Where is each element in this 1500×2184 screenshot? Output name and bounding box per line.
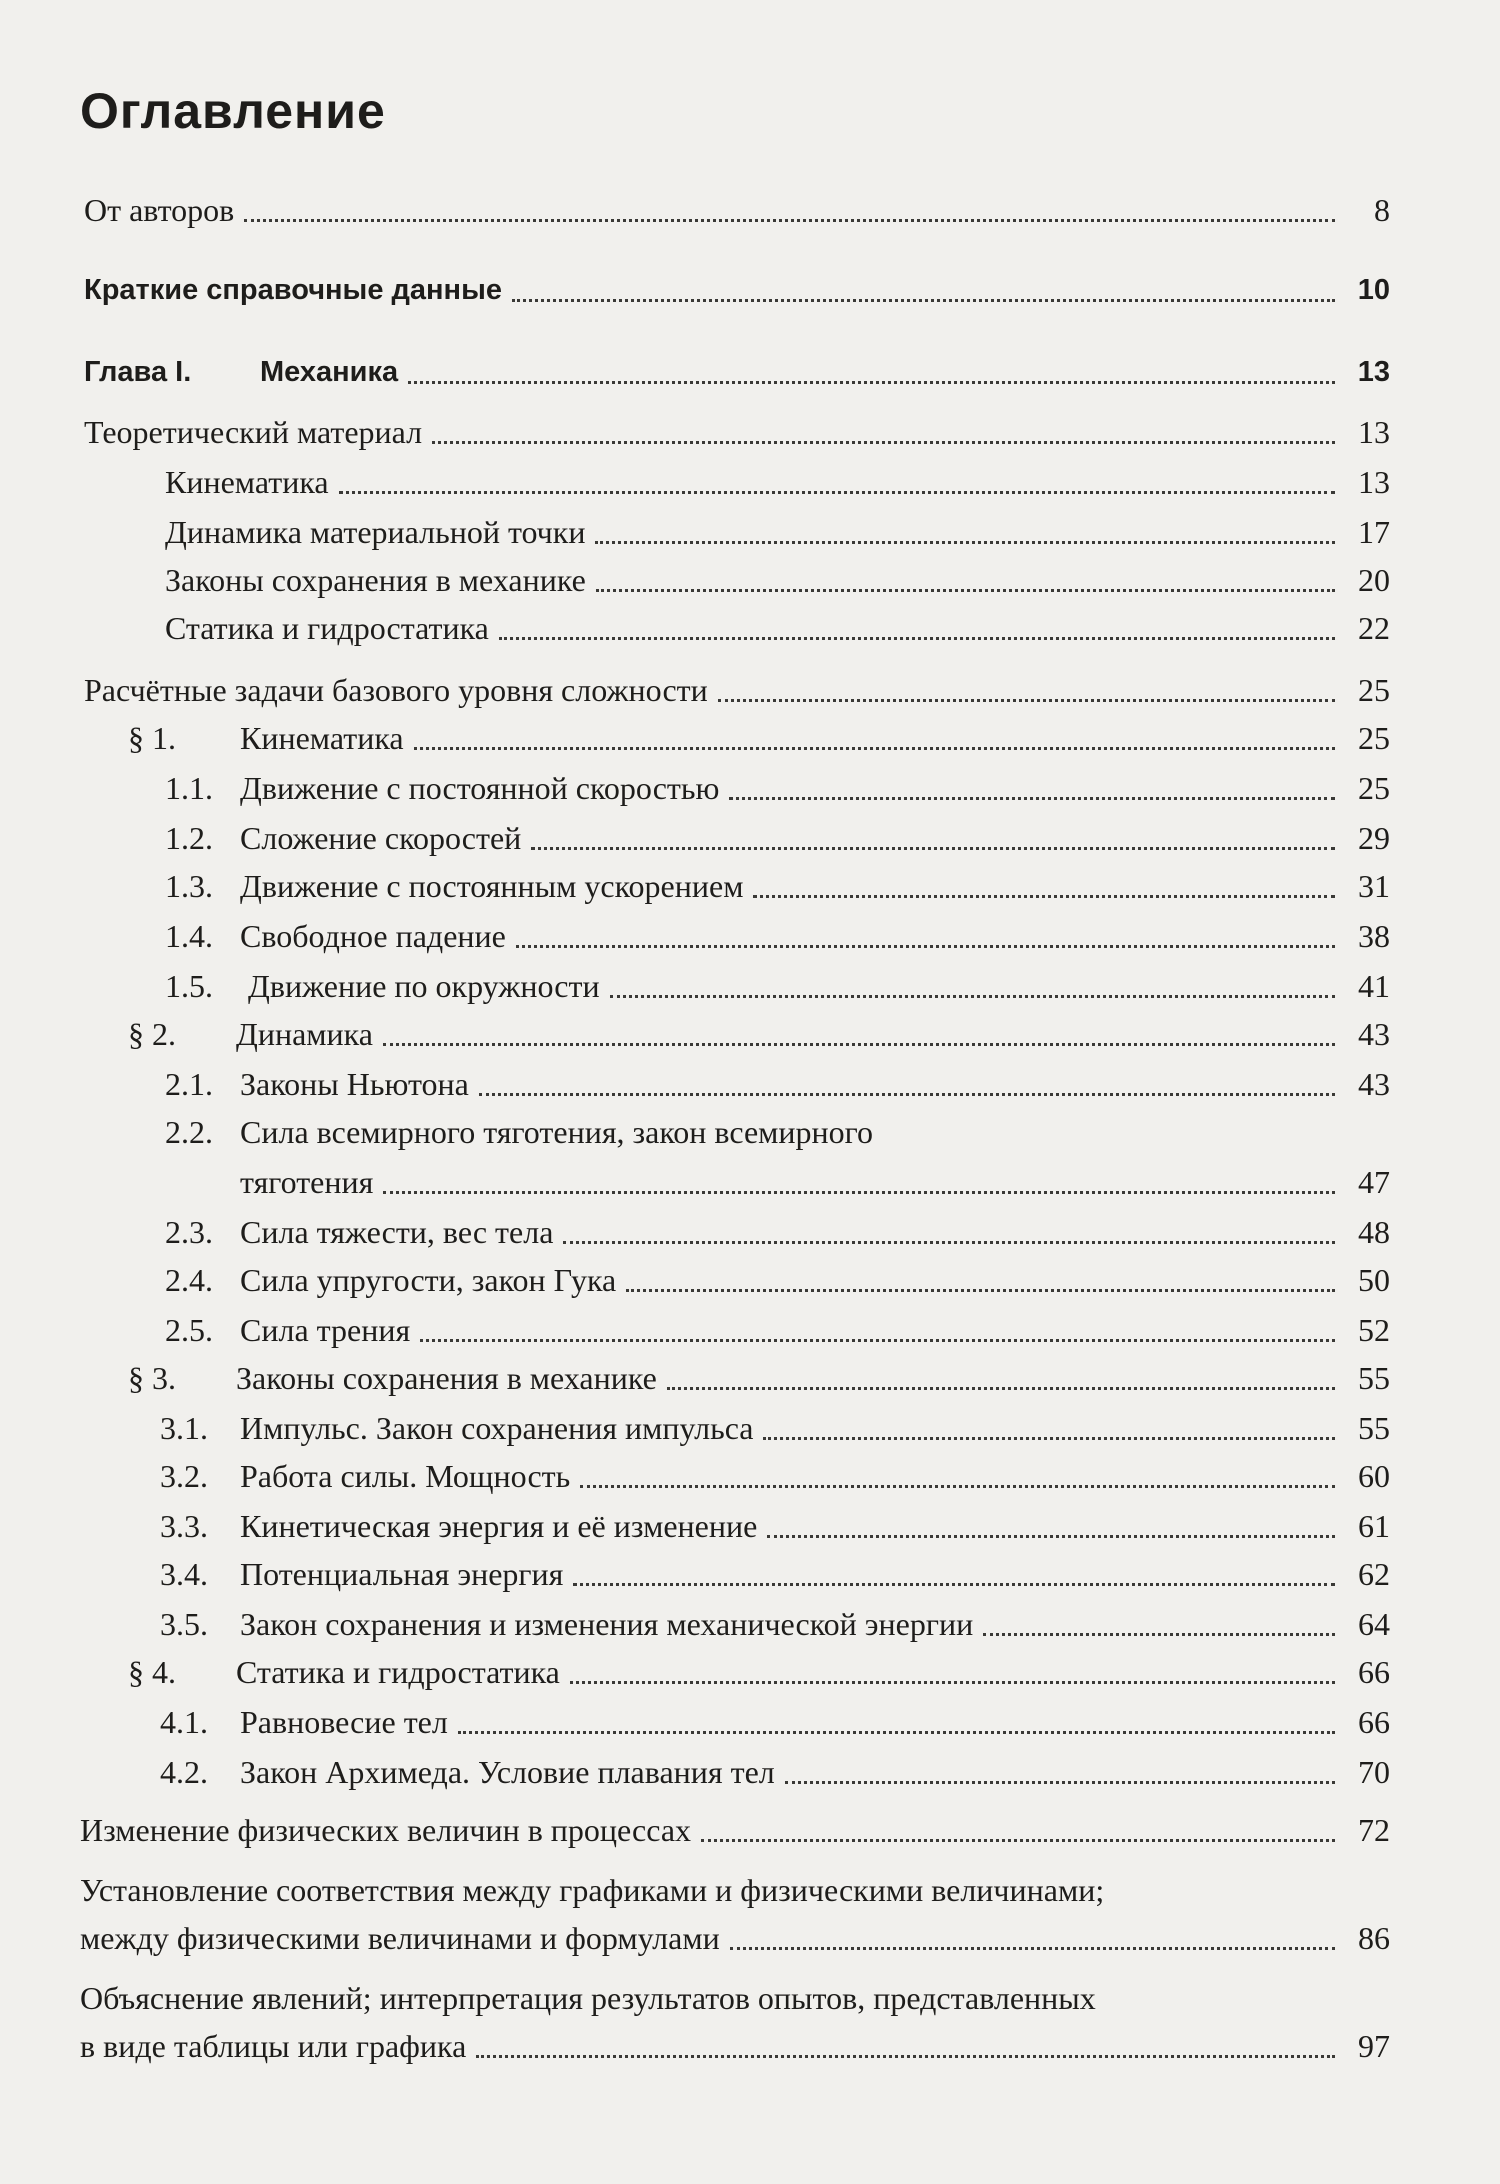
toc-entry[interactable] [0, 1808, 1500, 1852]
toc-entry[interactable] [0, 1110, 1500, 1204]
toc-entry-text [165, 1258, 617, 1302]
dot-leader [753, 854, 1335, 898]
dot-leader [339, 450, 1335, 494]
toc-entry[interactable] [0, 460, 1500, 504]
toc-entry-label: Кинематика [240, 720, 404, 756]
dot-leader [596, 548, 1335, 592]
toc-entry[interactable] [0, 1356, 1500, 1400]
toc-entry-page: 20 [1358, 562, 1390, 598]
toc-entry-label: Теоретический материал [84, 414, 423, 450]
toc-entry-number: 2.3. [165, 1214, 213, 1250]
toc-entry-number: 3.1. [160, 1410, 208, 1446]
toc-entry[interactable] [0, 1868, 1500, 1960]
dot-leader [667, 1346, 1335, 1390]
toc-entry[interactable] [0, 914, 1500, 958]
toc-entry-page: 13 [1357, 356, 1390, 388]
dot-leader [701, 1798, 1335, 1842]
dot-leader [595, 500, 1335, 544]
toc-entry-page: 48 [1358, 1214, 1390, 1250]
toc-entry-number: § 3. [128, 1360, 176, 1396]
toc-entry-text [160, 1700, 448, 1744]
toc-entry-page: 13 [1358, 464, 1390, 500]
toc-entry-label: Закон сохранения и изменения механической энергии [240, 1606, 974, 1642]
toc-entry-page: 52 [1358, 1312, 1390, 1348]
toc-entry-label: Законы Ньютона [240, 1066, 469, 1102]
toc-entry-page: 70 [1358, 1754, 1390, 1790]
toc-entry-text [165, 460, 329, 504]
toc-entry-page: 55 [1358, 1410, 1390, 1446]
toc-entry-text [165, 1308, 411, 1352]
toc-entry[interactable] [0, 1750, 1500, 1794]
toc-entry-page: 43 [1358, 1066, 1390, 1102]
dot-leader [479, 1052, 1335, 1096]
toc-entry-number: 3.4. [160, 1556, 208, 1592]
toc-entry-number: Глава I. [84, 356, 192, 388]
toc-entry[interactable] [0, 1552, 1500, 1596]
toc-entry-label: Расчётные задачи базового уровня сложности [84, 672, 708, 708]
toc-entry-page: 66 [1358, 1654, 1390, 1690]
toc-entry-text [165, 914, 506, 958]
dot-leader [432, 400, 1335, 444]
dot-leader [729, 756, 1335, 800]
toc-entry-text [84, 410, 422, 454]
toc-entry-page: 43 [1358, 1016, 1390, 1052]
toc-entry[interactable] [0, 1454, 1500, 1498]
toc-entry[interactable] [0, 1062, 1500, 1106]
dot-leader [408, 340, 1335, 384]
toc-entry-page: 25 [1358, 770, 1390, 806]
toc-entry-number: 1.2. [165, 820, 213, 856]
toc-entry-number: 3.2. [160, 1458, 208, 1494]
toc-entry-page: 25 [1358, 720, 1390, 756]
toc-entry-text [128, 1356, 657, 1400]
toc-entry-label: Сила тяжести, вес тела [240, 1214, 554, 1250]
dot-leader [244, 178, 1335, 222]
toc-entry-text [165, 510, 585, 554]
toc-entry-text [160, 1602, 974, 1646]
toc-entry-page: 10 [1357, 274, 1390, 306]
toc-entry-label: Механика [260, 356, 399, 388]
dot-leader [420, 1298, 1335, 1342]
toc-entry-label: Свободное падение [240, 918, 506, 954]
dot-leader [531, 806, 1335, 850]
dot-leader [414, 706, 1335, 750]
toc-entry-label-continued: тяготения [240, 1164, 374, 1200]
dot-leader [763, 1396, 1335, 1440]
toc-entry-number: 3.5. [160, 1606, 208, 1642]
toc-entry-page: 13 [1358, 414, 1390, 450]
toc-entry-page: 47 [1358, 1164, 1390, 1200]
toc-entry-text [165, 1062, 469, 1106]
toc-entry-label: Сила всемирного тяготения, закон всемирного [240, 1114, 873, 1150]
toc-entry-text [165, 1210, 554, 1254]
dot-leader [580, 1444, 1335, 1488]
toc-entry-label: Равновесие тел [240, 1704, 448, 1740]
dot-leader [626, 1248, 1335, 1292]
toc-entry[interactable] [0, 1650, 1500, 1694]
dot-leader [785, 1740, 1335, 1784]
toc-entry-page: 86 [1358, 1920, 1390, 1956]
toc-entry-text [128, 1650, 560, 1694]
dot-leader [570, 1640, 1335, 1684]
toc-entry-text [165, 766, 720, 810]
dot-leader [718, 658, 1335, 702]
toc-entry-text [84, 350, 399, 394]
toc-entry-page: 61 [1358, 1508, 1390, 1544]
toc-entry-label: Сила упругости, закон Гука [240, 1262, 617, 1298]
toc-entry-number: 2.2. [165, 1114, 213, 1150]
dot-leader [383, 1002, 1335, 1046]
toc-entry-page: 97 [1358, 2028, 1390, 2064]
toc-entry-page: 55 [1358, 1360, 1390, 1396]
toc-entry-number: § 2. [128, 1016, 176, 1052]
dot-leader [983, 1592, 1335, 1636]
toc-entry-label: Сложение скоростей [240, 820, 522, 856]
toc-entry-label: Законы сохранения в механике [236, 1360, 657, 1396]
toc-entry-label: Статика и гидростатика [165, 610, 489, 646]
toc-entry-label: Импульс. Закон сохранения импульса [240, 1410, 754, 1446]
toc-entry-text [160, 1552, 564, 1596]
toc-entry-label: От авторов [84, 192, 235, 228]
toc-entry-page: 72 [1358, 1812, 1390, 1848]
toc-entry-page: 25 [1358, 672, 1390, 708]
toc-entry[interactable] [0, 1976, 1500, 2068]
toc-entry-text [80, 1808, 691, 1852]
toc-entry[interactable] [0, 1700, 1500, 1744]
toc-entry-page: 50 [1358, 1262, 1390, 1298]
toc-entry-page: 31 [1358, 868, 1390, 904]
toc-entry-text [165, 606, 489, 650]
toc-entry-number: § 1. [128, 720, 176, 756]
toc-entry-number: § 4. [128, 1654, 176, 1690]
toc-entry-number: 1.4. [165, 918, 213, 954]
dot-leader [383, 1150, 1335, 1194]
dot-leader [573, 1542, 1335, 1586]
toc-entry-number: 2.4. [165, 1262, 213, 1298]
toc-entry-text [160, 1504, 758, 1548]
toc-entry-label: Движение с постоянной скоростью [240, 770, 720, 806]
dot-leader [767, 1494, 1335, 1538]
toc-entry-label: Изменение физических величин в процессах [80, 1812, 692, 1848]
toc-entry-text [165, 964, 600, 1008]
toc-entry-page: 22 [1358, 610, 1390, 646]
toc-entry[interactable] [0, 716, 1500, 760]
toc-entry-label: Потенциальная энергия [240, 1556, 564, 1592]
toc-entry[interactable] [0, 188, 1500, 232]
toc-entry-number: 1.1. [165, 770, 213, 806]
toc-entry-page: 41 [1358, 968, 1390, 1004]
toc-entry-page: 38 [1358, 918, 1390, 954]
toc-entry-number: 2.1. [165, 1066, 213, 1102]
toc-entry-number: 4.2. [160, 1754, 208, 1790]
toc-entry-page: 8 [1374, 192, 1390, 228]
toc-entry-text [165, 1110, 873, 1154]
dot-leader [610, 954, 1335, 998]
toc-entry-text [165, 816, 522, 860]
toc-entry-page: 29 [1358, 820, 1390, 856]
toc-entry-label-continued: в виде таблицы или графика [80, 2028, 467, 2064]
toc-entry-text [84, 268, 502, 312]
toc-entry-text [128, 1012, 373, 1056]
toc-entry-label: Движение с постоянным ускорением [240, 868, 744, 904]
toc-entry[interactable] [0, 766, 1500, 810]
dot-leader [476, 2014, 1335, 2058]
toc-entry[interactable] [0, 268, 1500, 312]
toc-entry-page: 62 [1358, 1556, 1390, 1592]
toc-entry-label: Законы сохранения в механике [165, 562, 586, 598]
dot-leader [499, 596, 1335, 640]
toc-entry-page: 64 [1358, 1606, 1390, 1642]
toc-entry-label: Закон Архимеда. Условие плавания тел [240, 1754, 775, 1790]
toc-entry-text [84, 188, 234, 232]
toc-entry-label: Движение по окружности [248, 968, 600, 1004]
toc-entry[interactable] [0, 410, 1500, 454]
toc-entry-label: Работа силы. Мощность [240, 1458, 571, 1494]
toc-entry[interactable] [0, 1258, 1500, 1302]
toc-entry[interactable] [0, 350, 1500, 394]
toc-entry[interactable] [0, 864, 1500, 908]
dot-leader [516, 904, 1335, 948]
toc-entry-page: 66 [1358, 1704, 1390, 1740]
toc-entry-text [165, 864, 744, 908]
toc-entry-label: Кинематика [165, 464, 329, 500]
toc-entry-number: 1.3. [165, 868, 213, 904]
toc-entry-text [160, 1750, 775, 1794]
toc-entry-number: 4.1. [160, 1704, 208, 1740]
toc-entry-label: Установление соответствия между графиками и физическими величинами; [80, 1872, 1105, 1908]
dot-leader [458, 1690, 1335, 1734]
toc-entry-label: Динамика материальной точки [165, 514, 586, 550]
toc-entry-label: Кинетическая энергия и её изменение [240, 1508, 758, 1544]
toc-entry-number: 3.3. [160, 1508, 208, 1544]
toc-entry[interactable] [0, 606, 1500, 650]
toc-entry-label: Динамика [236, 1016, 373, 1052]
toc-entry[interactable] [0, 1012, 1500, 1056]
toc-entry-label: Краткие справочные данные [84, 274, 502, 306]
toc-entry-number: 1.5. [165, 968, 213, 1004]
toc-entry-label: Объяснение явлений; интерпретация результатов опытов, представленных [80, 1980, 1096, 2016]
dot-leader [512, 258, 1335, 302]
dot-leader [730, 1906, 1335, 1950]
dot-leader [563, 1200, 1335, 1244]
toc-entry-number: 2.5. [165, 1312, 213, 1348]
toc-entry-text [128, 716, 404, 760]
page-title: Оглавление [80, 83, 386, 139]
toc-entry-text [160, 1406, 754, 1450]
toc-entry-page: 17 [1358, 514, 1390, 550]
toc-entry-text [160, 1454, 571, 1498]
toc-entry-page: 60 [1358, 1458, 1390, 1494]
toc-entry-label: Сила трения [240, 1312, 411, 1348]
toc-entry-label-continued: между физическими величинами и формулами [80, 1920, 720, 1956]
toc-entry-label: Статика и гидростатика [236, 1654, 560, 1690]
